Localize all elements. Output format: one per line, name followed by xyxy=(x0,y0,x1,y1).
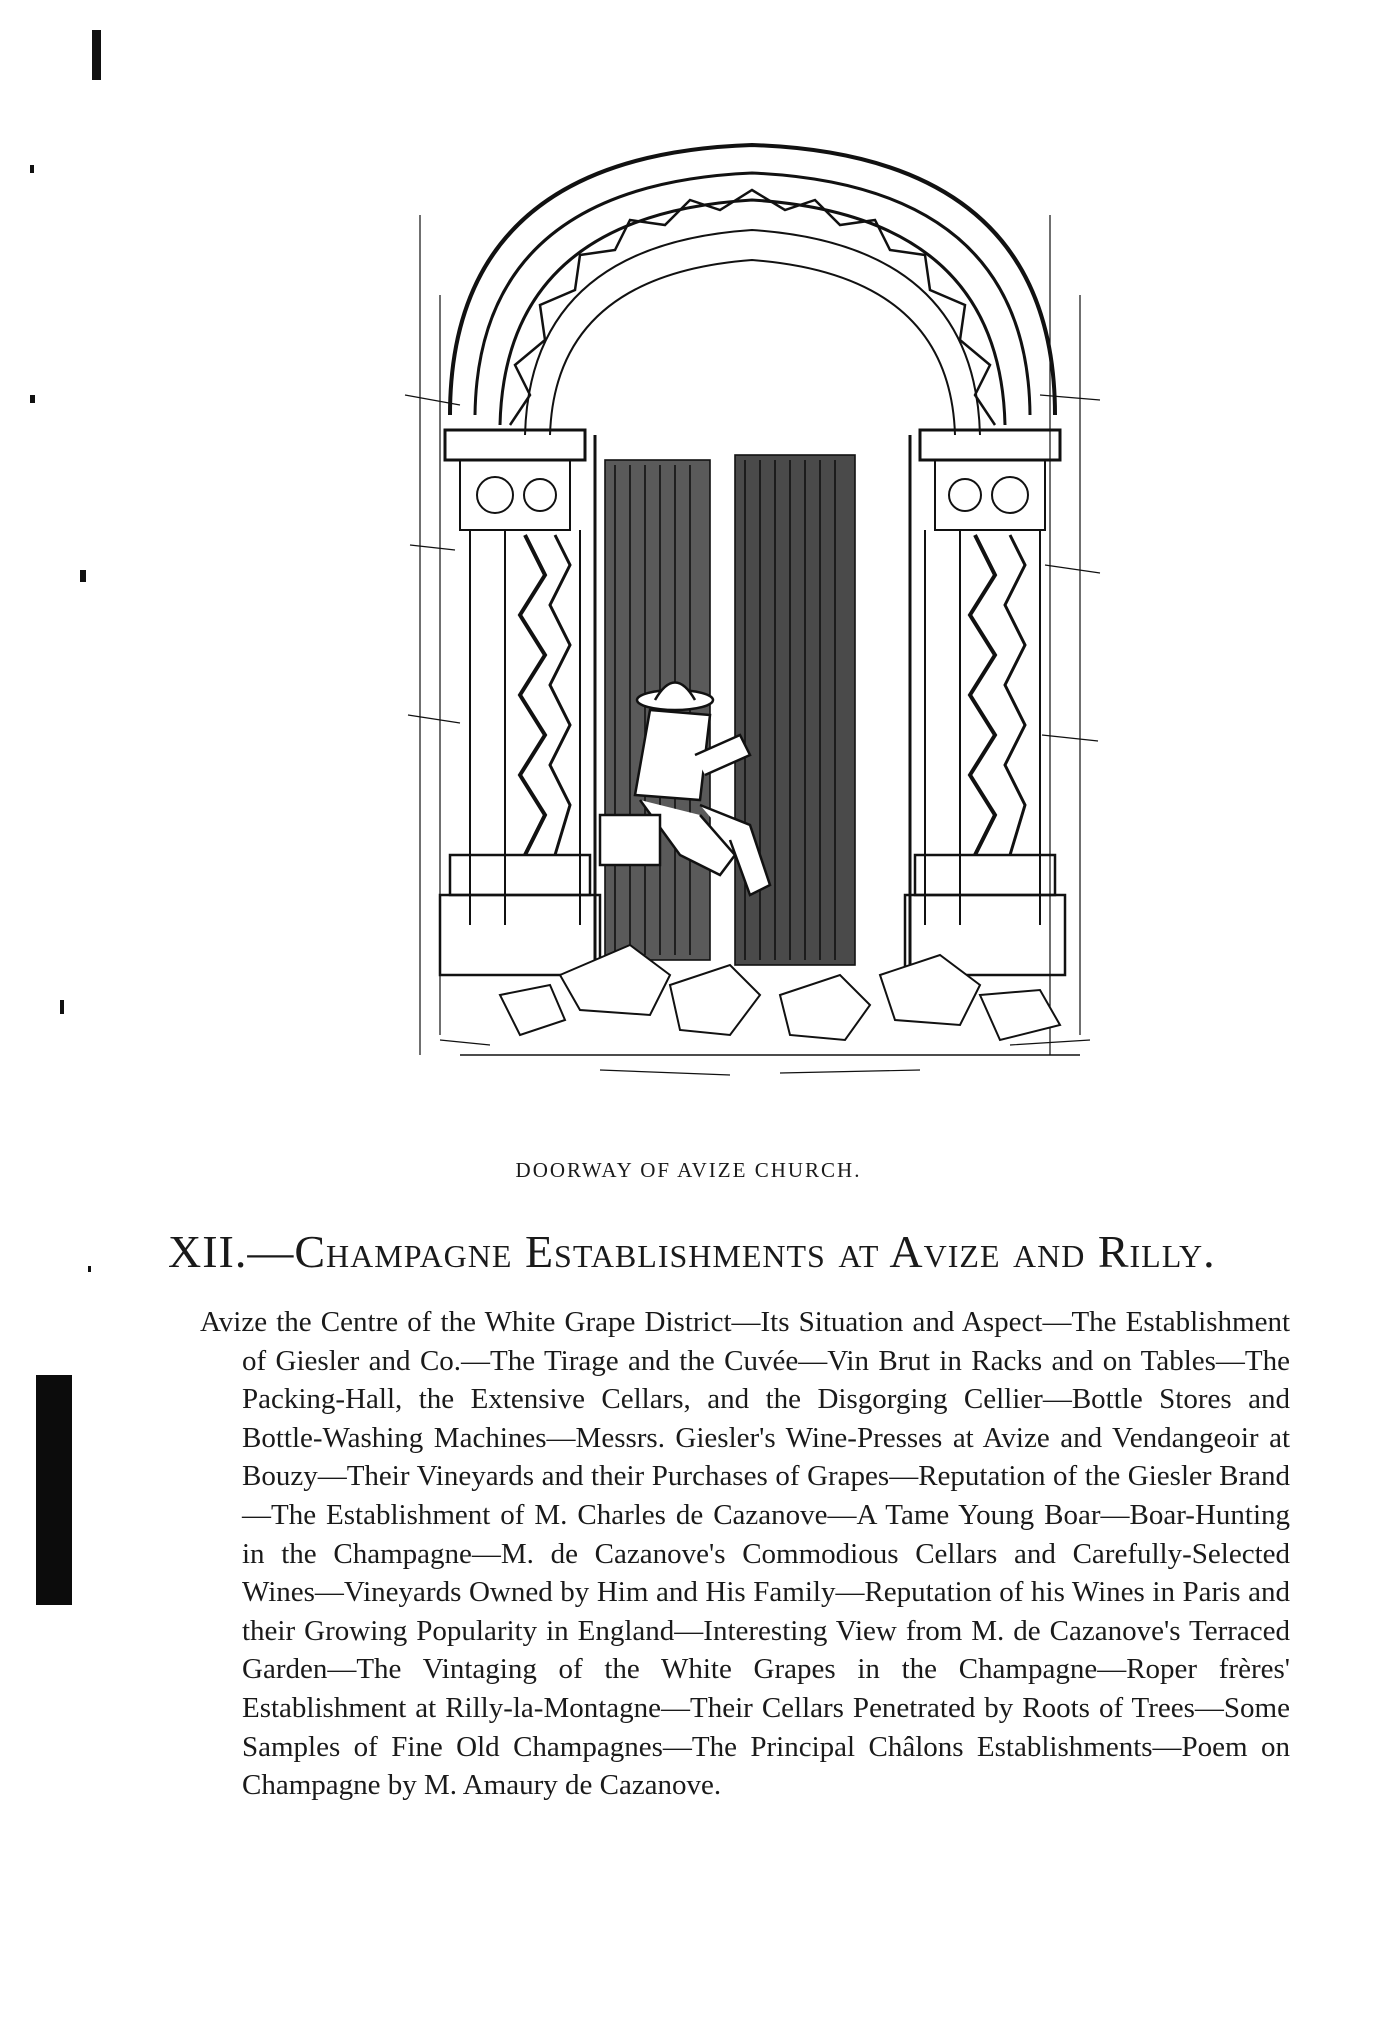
scan-speck xyxy=(80,570,86,582)
scan-speck xyxy=(30,395,35,403)
chapter-title: XII.—Champagne Establishments at Avize and Rilly. xyxy=(168,1226,1216,1277)
doorway-illustration xyxy=(400,95,1105,1130)
scan-speck xyxy=(92,30,101,80)
chapter-summary: Avize the Centre of the White Grape District—Its Situation and Aspect—The Establishment of Giesler and Co.—The Tirage and the Cuvée—Vin Brut in Racks and on Tables—The Packing-Hall, the Extensive Cellars, and the Disgorging Cellier—Bottle Stores and Bottle-Washing Machines—Messrs. Giesler's Wine-Presses at Avize and Vendangeoir at Bouzy—Their Vineyards and their Purchases of Grapes—Reputation of the Giesler Brand—The Establishment of M. Charles de Cazanove—A Tame Young Boar—Boar-Hunting in the Champagne—M. de Cazanove's Commodious Cellars and Carefully-Selected Wines—Vineyards Owned by Him and His Family—Reputation of his Wines in Paris and their Growing Popularity in England—Interesting View from M. de Cazanove's Terraced Garden—The Vintaging of the White Grapes in the Champagne—Roper frères' Establishment at Rilly-la-Montagne—Their Cellars Penetrated by Roots of Trees—Some Samples of Fine Old Champagnes—The Principal Châlons Establishments—Poem on Champagne by M. Amaury de Cazanove. xyxy=(200,1306,1290,1802)
scan-edge-shadow xyxy=(36,1375,72,1605)
scan-speck xyxy=(60,1000,64,1014)
illustration-caption: DOORWAY OF AVIZE CHURCH. xyxy=(515,1158,862,1182)
scan-speck xyxy=(88,1266,91,1272)
scan-speck xyxy=(30,165,34,173)
